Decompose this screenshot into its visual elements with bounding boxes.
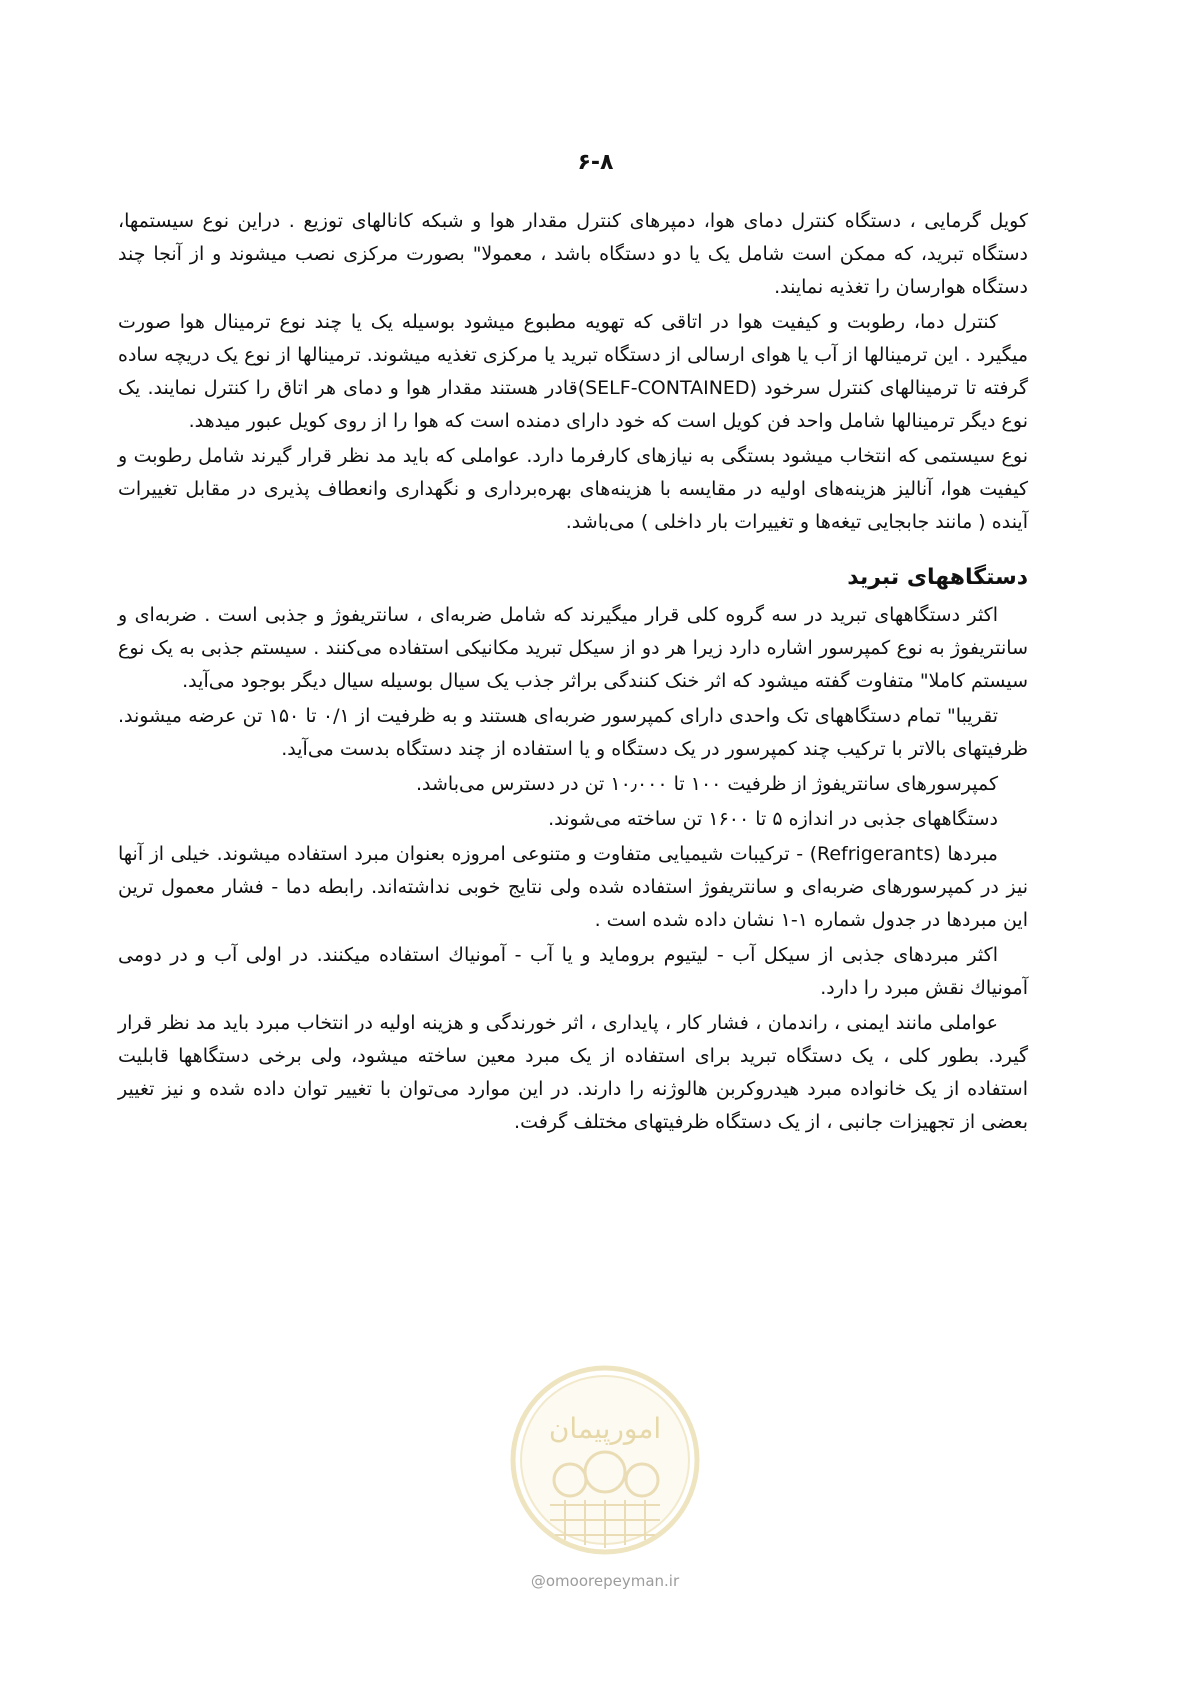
paragraph: نوع سیستمی که انتخاب میشود بستگی به نیازهای کارفرما دارد. عواملی که باید مد نظر قرار گیرند شامل رطوبت و کیفیت هوا، آنالیز هزینه‌های اولیه در مقایسه با هزینه‌های بهره‌برداری و نگهداری وانعطاف پذیری در مقابل تغییرات آینده ( مانند جابجایی تیغه‌ها و تغییرات بار داخلی ) می‌باشد. xyxy=(118,445,1028,533)
section-title: دستگاههای تبرید xyxy=(847,565,1028,590)
paragraph: کمپرسورهای سانتریفوژ از ظرفیت ۱۰۰ تا ۱۰٫۰۰۰ تن در دسترس می‌باشد. xyxy=(416,773,998,795)
paragraph: اکثر دستگاههای تبرید در سه گروه کلی قرار میگیرند که شامل ضربه‌ای ، سانتریفوژ و جذبی است . ضربه‌ای و سانتریفوژ به نوع کمپرسور اشاره دارد زیرا هر دو از سیکل تبرید مکانیکی استفاده می‌کنند . سیستم جذبی به یک نوع سیستم کاملا" متفاوت گفته میشود که اثر خنک کنندگی براثر جذب یک سیال بوسیله سیال دیگر بوجود می‌آید. xyxy=(118,604,1028,692)
watermark-url: @omoorepeyman.ir xyxy=(530,1572,680,1590)
watermark-logo-text: امورپیمان xyxy=(548,1412,662,1445)
paragraph: اکثر مبردهای جذبی از سیکل آب - لیتیوم بروماید و یا آب - آمونیاك استفاده میکنند. در اولی آب و در دومی آمونیاك نقش مبرد را دارد. xyxy=(118,944,1028,999)
document-body xyxy=(118,205,1028,1141)
paragraph: عواملی مانند ایمنی ، راندمان ، فشار کار ، پایداری ، اثر خورندگی و هزینه اولیه در انتخاب مبرد باید مد نظر قرار گیرد. بطور کلی ، یک دستگاه تبرید برای استفاده از یک مبرد معین ساخته میشود، ولی برخی دستگاهها قابلیت استفاده از یک خانواده مبرد هیدروکربن هالوژنه را دارند. در این موارد می‌توان با تغییر توان داده شده و نیز تغییر بعضی از تجهیزات جانبی ، از یک دستگاه ظرفیتهای مختلف گرفت. xyxy=(118,1012,1028,1133)
page-number: ۶-۸ xyxy=(577,150,614,175)
paragraph: تقریبا" تمام دستگاههای تک واحدی دارای کمپرسور ضربه‌ای هستند و به ظرفیت از ۰/۱ تا ۱۵۰ تن عرضه میشوند. ظرفیتهای بالاتر با ترکیب چند کمپرسور در یک دستگاه و یا استفاده از چند دستگاه بدست می‌آید. xyxy=(118,705,1028,760)
paragraph: مبردها (Refrigerants) - ترکیبات شیمیایی متفاوت و متنوعی امروزه بعنوان مبرد استفاده میشوند. خیلی از آنها نیز در کمپرسورهای ضربه‌ای و سانتریفوژ استفاده شده ولی نتایج خوبی نداشته‌اند. رابطه دما - فشار معمول ترین این مبردها در جدول شماره ۱-۱ نشان داده شده است . xyxy=(118,843,1028,931)
paragraph: دستگاههای جذبی در اندازه ۵ تا ۱۶۰۰ تن ساخته می‌شوند. xyxy=(548,808,998,830)
paragraph: کنترل دما، رطوبت و کیفیت هوا در اتاقی که تهویه مطبوع میشود بوسیله یک یا چند نوع ترمینال هوا صورت میگیرد . این ترمینالها از آب یا هوای ارسالی از دستگاه تبرید یا مرکزی تغذیه میشوند. ترمینالها از نوع یک دریچه ساده گرفته تا ترمینالهای کنترل سرخود (SELF-CONTAINED)قادر هستند مقدار هوا و دمای هر اتاق را کنترل نمایند. یک نوع دیگر ترمینالها شامل واحد فن کویل است که خود دارای دمنده است که هوا را از روی کویل عبور میدهد. xyxy=(118,311,1029,432)
paragraph: کویل گرمایی ، دستگاه کنترل دمای هوا، دمپرهای کنترل مقدار هوا و شبکه کانالهای توزیع . دراین نوع سیستمها، دستگاه تبرید، که ممکن است شامل یک یا دو دستگاه باشد ، معمولا" بصورت مرکزی نصب میشوند و از آنجا چند دستگاه هوارسان را تغذیه نمایند. xyxy=(118,210,1028,298)
watermark-logo xyxy=(505,1360,705,1560)
